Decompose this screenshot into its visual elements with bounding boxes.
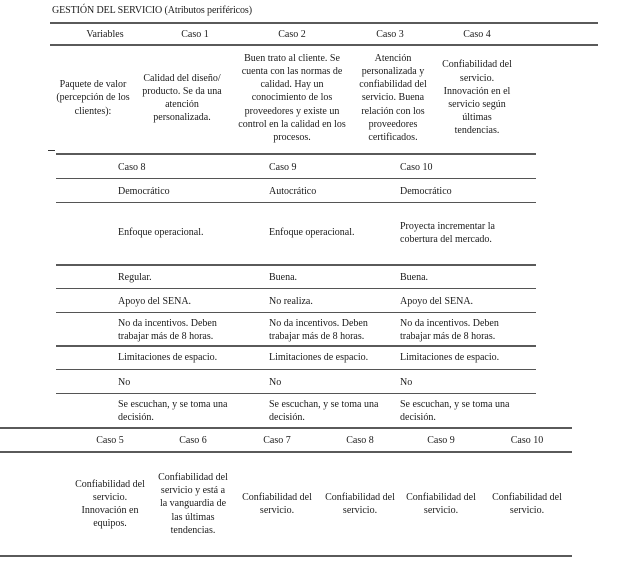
table-title: GESTIÓN DEL SERVICIO (Atributos periféricos)	[52, 5, 252, 16]
cell-text: Confiabilidad del servicio. Innovación en el servicio según últimas tendencias.	[442, 59, 512, 137]
header-caso-8: Caso 8	[118, 162, 146, 173]
cell: Democrático	[118, 186, 170, 197]
top-rule	[50, 22, 598, 24]
row-variable	[55, 48, 131, 148]
cell: Buena.	[400, 272, 429, 283]
cell-caso-3	[352, 48, 434, 148]
cell-caso-1	[136, 48, 228, 148]
row-rule	[56, 393, 536, 394]
cell-text: Confiabilidad del servicio.	[242, 491, 312, 516]
cell-caso-4	[441, 48, 513, 148]
bottom-header-rule	[0, 451, 572, 453]
row-rule	[56, 312, 536, 313]
cell: No	[269, 377, 282, 388]
cell: Apoyo del SENA.	[118, 296, 192, 307]
row-rule	[56, 345, 536, 347]
cell	[118, 204, 263, 262]
cell: Se escuchan, y se toma una decisión.	[118, 399, 228, 424]
cell	[400, 204, 512, 262]
header-caso-4: Caso 4	[463, 29, 491, 40]
cell-text: Confiabilidad del servicio.	[406, 491, 476, 516]
header-caso-10: Caso 10	[510, 435, 544, 446]
cell: No da incentivos. Deben trabajar más de 8 horas.	[269, 318, 368, 343]
cell-text: Proyecta incrementar la cobertura del mercado.	[400, 220, 495, 245]
cell: Limitaciones de espacio.	[400, 352, 500, 363]
cell-caso-10	[484, 456, 570, 552]
header-caso-8: Caso 8	[346, 435, 374, 446]
cell: Democrático	[400, 186, 452, 197]
cell	[269, 204, 394, 262]
header-caso-6: Caso 6	[179, 435, 207, 446]
cell-text: Atención personalizada y confiabilidad del servicio. Buena relación con los proveedores certificados.	[359, 52, 427, 143]
cell: No	[400, 377, 413, 388]
cell: No	[118, 377, 131, 388]
cell-caso-6	[158, 456, 228, 552]
cell-text: Confiabilidad del servicio y está a la vanguardia de las últimas tendencias.	[158, 471, 228, 536]
header-caso-2: Caso 2	[278, 29, 306, 40]
cell-text: Calidad del diseño/ producto. Se da una atención personalizada.	[142, 72, 222, 124]
middle-top-rule	[56, 153, 536, 155]
stray-dash	[48, 150, 55, 151]
bottom-top-rule	[0, 427, 572, 429]
cell: Limitaciones de espacio.	[269, 352, 369, 363]
header-caso-5: Caso 5	[96, 435, 124, 446]
row-rule	[56, 178, 536, 179]
cell-caso-9	[404, 456, 478, 552]
header-caso-9: Caso 9	[427, 435, 455, 446]
cell: No da incentivos. Deben trabajar más de 8 horas.	[400, 318, 499, 343]
cell-text: Confiabilidad del servicio.	[325, 491, 395, 516]
cell-text: Confiabilidad del servicio.	[492, 491, 562, 516]
cell: Se escuchan, y se toma una decisión.	[400, 399, 510, 424]
header-caso-7: Caso 7	[263, 435, 291, 446]
cell: Autocrático	[269, 186, 317, 197]
cell-text: Enfoque operacional.	[269, 227, 355, 239]
row-rule	[56, 264, 536, 266]
cell: Buena.	[269, 272, 298, 283]
cell: Limitaciones de espacio.	[118, 352, 218, 363]
cell: Se escuchan, y se toma una decisión.	[269, 399, 379, 424]
cell-text: Buen trato al cliente. Se cuenta con las normas de calidad. Hay un conocimiento de los proveedores y existe un control en la calidad en los procesos.	[238, 52, 346, 143]
cell: Regular.	[118, 272, 152, 283]
header-caso-9: Caso 9	[269, 162, 297, 173]
cell-caso-7	[240, 456, 314, 552]
cell-text: Enfoque operacional.	[118, 227, 204, 239]
row-rule	[56, 288, 536, 289]
cell: Apoyo del SENA.	[400, 296, 474, 307]
cell-caso-2	[236, 48, 348, 148]
cell-caso-8	[323, 456, 397, 552]
row-rule	[56, 202, 536, 203]
cell: No realiza.	[269, 296, 313, 307]
cell-caso-5	[74, 456, 146, 552]
header-caso-3: Caso 3	[376, 29, 404, 40]
header-caso-1: Caso 1	[181, 29, 209, 40]
cell: No da incentivos. Deben trabajar más de 8 horas.	[118, 318, 217, 343]
header-variables: Variables	[86, 29, 124, 40]
cell-text: Confiabilidad del servicio. Innovación en equipos.	[75, 478, 145, 530]
header-caso-10: Caso 10	[400, 162, 433, 173]
header-rule	[50, 44, 598, 46]
row-rule	[56, 369, 536, 370]
variable-label: Paquete de valor (percepción de los clientes):	[56, 79, 130, 117]
bottom-end-rule	[0, 555, 572, 557]
